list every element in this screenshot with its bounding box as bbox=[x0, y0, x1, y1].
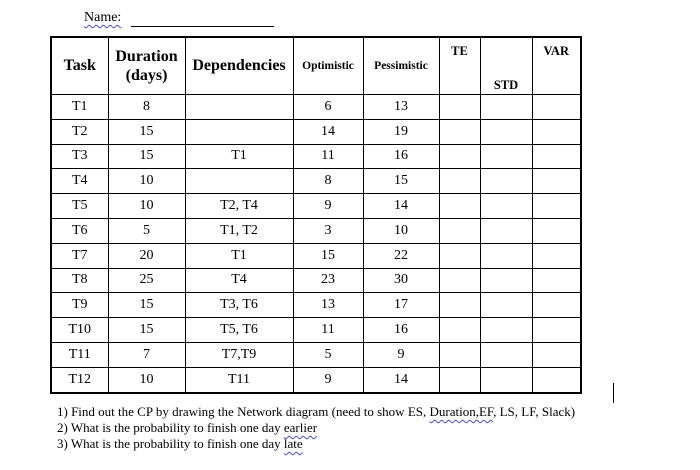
table-row bbox=[51, 293, 581, 318]
cell-std-blank[interactable] bbox=[480, 218, 532, 243]
cell-task: T8 bbox=[51, 268, 108, 293]
cell-duration: 8 bbox=[108, 95, 185, 120]
header-dependencies: Dependencies bbox=[185, 37, 293, 95]
cell-var-blank[interactable] bbox=[532, 268, 581, 293]
name-underline bbox=[131, 26, 274, 27]
table-row bbox=[51, 194, 581, 219]
cell-optimistic: 5 bbox=[293, 342, 363, 367]
cell-te-blank[interactable] bbox=[439, 318, 480, 343]
cell-te-blank[interactable] bbox=[439, 243, 480, 268]
cell-dependencies: T11 bbox=[185, 367, 293, 392]
question-1: 1) Find out the CP by drawing the Network diagram (need to show ES, Duration,EF, LS, LF, Slack) bbox=[57, 404, 576, 419]
cell-task: T4 bbox=[51, 169, 108, 194]
cell-task: T9 bbox=[51, 293, 108, 318]
cell-te-blank[interactable] bbox=[439, 342, 480, 367]
cell-te-blank[interactable] bbox=[439, 293, 480, 318]
cell-var-blank[interactable] bbox=[532, 367, 581, 392]
cell-pessimistic: 13 bbox=[363, 95, 439, 120]
cell-dependencies: T7,T9 bbox=[185, 342, 293, 367]
table-row bbox=[51, 95, 581, 120]
cell-std-blank[interactable] bbox=[480, 144, 532, 169]
cell-task: T7 bbox=[51, 243, 108, 268]
cell-duration: 10 bbox=[108, 169, 185, 194]
table-row bbox=[51, 243, 581, 268]
cell-dependencies bbox=[185, 119, 293, 144]
cell-optimistic: 9 bbox=[293, 194, 363, 219]
cell-dependencies: T1 bbox=[185, 243, 293, 268]
table-header-row bbox=[51, 37, 581, 95]
cell-optimistic: 9 bbox=[293, 367, 363, 392]
cell-optimistic: 23 bbox=[293, 268, 363, 293]
cell-std-blank[interactable] bbox=[480, 342, 532, 367]
cell-task: T12 bbox=[51, 367, 108, 392]
cell-dependencies bbox=[185, 169, 293, 194]
cell-te-blank[interactable] bbox=[439, 169, 480, 194]
cell-dependencies: T3, T6 bbox=[185, 293, 293, 318]
cell-var-blank[interactable] bbox=[532, 293, 581, 318]
cell-dependencies: T2, T4 bbox=[185, 194, 293, 219]
cell-dependencies: T1 bbox=[185, 144, 293, 169]
cell-dependencies: T5, T6 bbox=[185, 318, 293, 343]
header-duration bbox=[108, 37, 185, 95]
cell-std-blank[interactable] bbox=[480, 293, 532, 318]
cell-task: T10 bbox=[51, 318, 108, 343]
cell-std-blank[interactable] bbox=[480, 169, 532, 194]
cell-task: T1 bbox=[51, 95, 108, 120]
cell-dependencies bbox=[185, 95, 293, 120]
cell-optimistic: 6 bbox=[293, 95, 363, 120]
cell-task: T3 bbox=[51, 144, 108, 169]
cell-task: T6 bbox=[51, 218, 108, 243]
cell-pessimistic: 19 bbox=[363, 119, 439, 144]
cell-std-blank[interactable] bbox=[480, 119, 532, 144]
cell-optimistic: 14 bbox=[293, 119, 363, 144]
cell-duration: 10 bbox=[108, 367, 185, 392]
questions bbox=[57, 404, 575, 452]
cell-duration: 15 bbox=[108, 318, 185, 343]
cell-optimistic: 11 bbox=[293, 318, 363, 343]
cell-std-blank[interactable] bbox=[480, 194, 532, 219]
cell-task: T5 bbox=[51, 194, 108, 219]
cell-task: T11 bbox=[51, 342, 108, 367]
cell-var-blank[interactable] bbox=[532, 194, 581, 219]
cell-te-blank[interactable] bbox=[439, 367, 480, 392]
table-row bbox=[51, 318, 581, 343]
cell-optimistic: 13 bbox=[293, 293, 363, 318]
header-duration-line2: (days) bbox=[125, 67, 168, 84]
cell-te-blank[interactable] bbox=[439, 268, 480, 293]
task-table bbox=[50, 36, 582, 394]
cell-pessimistic: 10 bbox=[363, 218, 439, 243]
cell-dependencies: T4 bbox=[185, 268, 293, 293]
cell-var-blank[interactable] bbox=[532, 144, 581, 169]
cell-optimistic: 11 bbox=[293, 144, 363, 169]
cell-pessimistic: 16 bbox=[363, 144, 439, 169]
question-3: 3) What is the probability to finish one day late bbox=[57, 436, 303, 451]
cell-std-blank[interactable] bbox=[480, 243, 532, 268]
cell-std-blank[interactable] bbox=[480, 95, 532, 120]
question-3-marked: late bbox=[283, 436, 303, 451]
cell-duration: 15 bbox=[108, 119, 185, 144]
cell-pessimistic: 16 bbox=[363, 318, 439, 343]
cell-std-blank[interactable] bbox=[480, 268, 532, 293]
question-1-marked: Duration,EF bbox=[429, 404, 494, 419]
cell-duration: 10 bbox=[108, 194, 185, 219]
question-2-marked: earlier bbox=[283, 420, 318, 435]
cell-pessimistic: 17 bbox=[363, 293, 439, 318]
cell-te-blank[interactable] bbox=[439, 144, 480, 169]
cell-pessimistic: 14 bbox=[363, 367, 439, 392]
cell-std-blank[interactable] bbox=[480, 367, 532, 392]
cell-te-blank[interactable] bbox=[439, 218, 480, 243]
cell-pessimistic: 15 bbox=[363, 169, 439, 194]
header-duration-line1: Duration bbox=[115, 48, 178, 65]
table-row bbox=[51, 119, 581, 144]
name-label: Name: bbox=[84, 10, 122, 25]
header-te: TE bbox=[439, 37, 480, 95]
header-optimistic: Optimistic bbox=[293, 37, 363, 95]
table-row bbox=[51, 268, 581, 293]
header-pessimistic: Pessimistic bbox=[363, 37, 439, 95]
cell-optimistic: 8 bbox=[293, 169, 363, 194]
table-row bbox=[51, 342, 581, 367]
cell-duration: 15 bbox=[108, 293, 185, 318]
cell-pessimistic: 22 bbox=[363, 243, 439, 268]
cell-dependencies: T1, T2 bbox=[185, 218, 293, 243]
cell-duration: 7 bbox=[108, 342, 185, 367]
cell-te-blank[interactable] bbox=[439, 95, 480, 120]
cell-duration: 5 bbox=[108, 218, 185, 243]
question-2: 2) What is the probability to finish one day earlier bbox=[57, 420, 318, 435]
header-std: STD bbox=[480, 37, 532, 95]
cell-duration: 25 bbox=[108, 268, 185, 293]
cell-task: T2 bbox=[51, 119, 108, 144]
cell-var-blank[interactable] bbox=[532, 318, 581, 343]
header-task: Task bbox=[51, 37, 108, 95]
cell-var-blank[interactable] bbox=[532, 218, 581, 243]
cell-std-blank[interactable] bbox=[480, 318, 532, 343]
cell-pessimistic: 14 bbox=[363, 194, 439, 219]
cell-duration: 20 bbox=[108, 243, 185, 268]
cell-te-blank[interactable] bbox=[439, 194, 480, 219]
cell-optimistic: 3 bbox=[293, 218, 363, 243]
cell-te-blank[interactable] bbox=[439, 119, 480, 144]
cell-pessimistic: 30 bbox=[363, 268, 439, 293]
cell-var-blank[interactable] bbox=[532, 119, 581, 144]
table-row bbox=[51, 367, 581, 392]
cell-var-blank[interactable] bbox=[532, 243, 581, 268]
cell-optimistic: 15 bbox=[293, 243, 363, 268]
cell-var-blank[interactable] bbox=[532, 342, 581, 367]
text-cursor bbox=[613, 383, 614, 403]
cell-duration: 15 bbox=[108, 144, 185, 169]
table-row bbox=[51, 144, 581, 169]
table-row bbox=[51, 218, 581, 243]
cell-pessimistic: 9 bbox=[363, 342, 439, 367]
table-row bbox=[51, 169, 581, 194]
cell-var-blank[interactable] bbox=[532, 95, 581, 120]
cell-var-blank[interactable] bbox=[532, 169, 581, 194]
header-var: VAR bbox=[532, 37, 581, 95]
